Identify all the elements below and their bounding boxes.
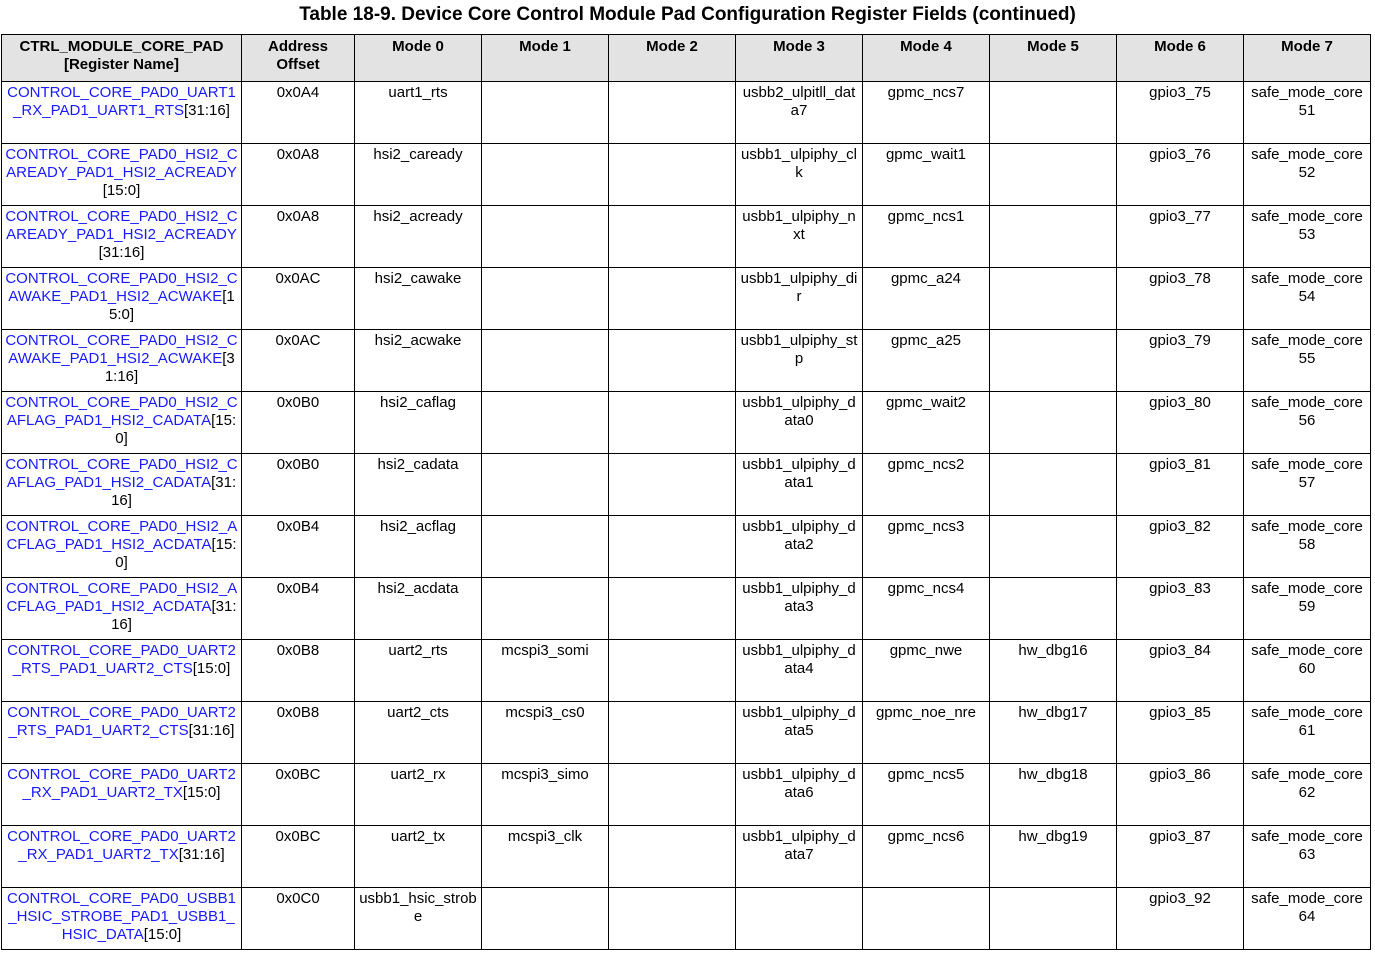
register-name-cell (2, 268, 242, 330)
mode0-cell: uart2_rx (355, 764, 482, 826)
address-offset-cell: 0x0AC (242, 330, 355, 392)
register-name-link[interactable]: CONTROL_CORE_PAD0_UART1_RX_PAD1_UART1_RTS (7, 84, 236, 119)
register-bit-range: [15:0] (115, 536, 237, 571)
mode6-cell: gpio3_76 (1117, 144, 1244, 206)
register-name-cell (2, 764, 242, 826)
register-name-cell (2, 82, 242, 144)
register-name-link[interactable]: CONTROL_CORE_PAD0_HSI2_ACFLAG_PAD1_HSI2_ACDATA (5, 518, 238, 553)
mode2-cell (609, 640, 736, 702)
mode5-cell: hw_dbg16 (990, 640, 1117, 702)
mode1-cell (482, 268, 609, 330)
mode6-cell: gpio3_85 (1117, 702, 1244, 764)
register-bit-range: [31:16] (178, 846, 225, 863)
mode7-cell: safe_mode_core55 (1244, 330, 1371, 392)
mode0-cell: hsi2_cawake (355, 268, 482, 330)
header-mode2: Mode 2 (609, 35, 736, 82)
mode3-cell: usbb1_ulpiphy_data0 (736, 392, 863, 454)
register-bit-range: [15:0] (102, 182, 141, 199)
mode4-cell (863, 888, 990, 950)
mode4-cell: gpmc_ncs7 (863, 82, 990, 144)
table-row (2, 454, 1371, 516)
register-bit-range: [31:16] (111, 598, 237, 633)
mode2-cell (609, 206, 736, 268)
register-name-link[interactable]: CONTROL_CORE_PAD0_HSI2_CAREADY_PAD1_HSI2_ACREADY (5, 208, 238, 243)
mode1-cell: mcspi3_somi (482, 640, 609, 702)
mode6-cell: gpio3_80 (1117, 392, 1244, 454)
table-row (2, 764, 1371, 826)
mode0-cell: hsi2_caready (355, 144, 482, 206)
mode5-cell: hw_dbg19 (990, 826, 1117, 888)
header-register-name (2, 35, 242, 82)
register-name-link[interactable]: CONTROL_CORE_PAD0_HSI2_CAFLAG_PAD1_HSI2_CADATA (5, 456, 238, 491)
mode7-cell: safe_mode_core64 (1244, 888, 1371, 950)
header-mode0: Mode 0 (355, 35, 482, 82)
mode6-cell: gpio3_86 (1117, 764, 1244, 826)
register-name-cell (2, 392, 242, 454)
header-mode5: Mode 5 (990, 35, 1117, 82)
mode2-cell (609, 516, 736, 578)
mode2-cell (609, 330, 736, 392)
mode0-cell: hsi2_acready (355, 206, 482, 268)
address-offset-cell: 0x0B8 (242, 640, 355, 702)
mode0-cell: hsi2_acdata (355, 578, 482, 640)
mode5-cell (990, 268, 1117, 330)
mode2-cell (609, 702, 736, 764)
table-body (2, 82, 1371, 950)
address-offset-cell: 0x0BC (242, 764, 355, 826)
mode1-cell (482, 454, 609, 516)
register-bit-range: [31:16] (111, 474, 237, 509)
table-header-row (2, 35, 1371, 82)
register-name-cell (2, 578, 242, 640)
mode3-cell: usbb1_ulpiphy_data1 (736, 454, 863, 516)
mode4-cell: gpmc_nwe (863, 640, 990, 702)
mode1-cell (482, 888, 609, 950)
mode3-cell: usbb1_ulpiphy_dir (736, 268, 863, 330)
header-mode7: Mode 7 (1244, 35, 1371, 82)
mode0-cell: usbb1_hsic_strobe (355, 888, 482, 950)
mode5-cell (990, 578, 1117, 640)
mode6-cell: gpio3_79 (1117, 330, 1244, 392)
table-row (2, 702, 1371, 764)
address-offset-cell: 0x0B4 (242, 578, 355, 640)
mode0-cell: uart2_rts (355, 640, 482, 702)
mode4-cell: gpmc_ncs2 (863, 454, 990, 516)
address-offset-cell: 0x0BC (242, 826, 355, 888)
mode6-cell: gpio3_87 (1117, 826, 1244, 888)
register-bit-range: [15:0] (143, 926, 182, 943)
table-row (2, 392, 1371, 454)
table-row (2, 578, 1371, 640)
mode0-cell: uart2_tx (355, 826, 482, 888)
mode4-cell: gpmc_ncs4 (863, 578, 990, 640)
mode3-cell: usbb1_ulpiphy_data4 (736, 640, 863, 702)
mode7-cell: safe_mode_core61 (1244, 702, 1371, 764)
register-bit-range: [31:16] (188, 722, 235, 739)
register-name-link[interactable]: CONTROL_CORE_PAD0_UART2_RX_PAD1_UART2_TX (7, 828, 236, 863)
mode4-cell: gpmc_ncs6 (863, 826, 990, 888)
header-mode4: Mode 4 (863, 35, 990, 82)
mode0-cell: hsi2_cadata (355, 454, 482, 516)
mode6-cell: gpio3_75 (1117, 82, 1244, 144)
mode7-cell: safe_mode_core62 (1244, 764, 1371, 826)
mode6-cell: gpio3_82 (1117, 516, 1244, 578)
mode7-cell: safe_mode_core63 (1244, 826, 1371, 888)
header-mode6: Mode 6 (1117, 35, 1244, 82)
address-offset-cell: 0x0A4 (242, 82, 355, 144)
mode3-cell: usbb1_ulpiphy_data6 (736, 764, 863, 826)
register-bit-range: [15:0] (115, 412, 237, 447)
table-row (2, 144, 1371, 206)
table-row (2, 206, 1371, 268)
register-name-link[interactable]: CONTROL_CORE_PAD0_UART2_RX_PAD1_UART2_TX (7, 766, 236, 801)
register-name-link[interactable]: CONTROL_CORE_PAD0_UART2_RTS_PAD1_UART2_CTS (7, 642, 236, 677)
register-name-cell (2, 454, 242, 516)
mode3-cell: usbb1_ulpiphy_data5 (736, 702, 863, 764)
mode7-cell: safe_mode_core51 (1244, 82, 1371, 144)
mode4-cell: gpmc_wait1 (863, 144, 990, 206)
mode3-cell (736, 888, 863, 950)
mode1-cell: mcspi3_cs0 (482, 702, 609, 764)
header-offset-line1: Address (267, 38, 329, 55)
register-bit-range: [31:16] (184, 102, 230, 119)
mode2-cell (609, 144, 736, 206)
register-name-link[interactable]: CONTROL_CORE_PAD0_HSI2_ACFLAG_PAD1_HSI2_ACDATA (5, 580, 238, 615)
mode1-cell (482, 392, 609, 454)
mode6-cell: gpio3_78 (1117, 268, 1244, 330)
address-offset-cell: 0x0B8 (242, 702, 355, 764)
header-mode1: Mode 1 (482, 35, 609, 82)
table-row (2, 82, 1371, 144)
table-row (2, 640, 1371, 702)
mode7-cell: safe_mode_core59 (1244, 578, 1371, 640)
mode4-cell: gpmc_ncs5 (863, 764, 990, 826)
header-mode3: Mode 3 (736, 35, 863, 82)
mode6-cell: gpio3_83 (1117, 578, 1244, 640)
mode0-cell: hsi2_acwake (355, 330, 482, 392)
mode1-cell (482, 516, 609, 578)
header-register-line2: [Register Name] (63, 56, 180, 73)
header-register-line1: CTRL_MODULE_CORE_PAD (19, 38, 224, 55)
mode6-cell: gpio3_84 (1117, 640, 1244, 702)
mode5-cell (990, 82, 1117, 144)
register-name-cell (2, 702, 242, 764)
mode2-cell (609, 826, 736, 888)
mode0-cell: uart1_rts (355, 82, 482, 144)
mode5-cell (990, 206, 1117, 268)
mode2-cell (609, 764, 736, 826)
address-offset-cell: 0x0C0 (242, 888, 355, 950)
mode7-cell: safe_mode_core54 (1244, 268, 1371, 330)
mode7-cell: safe_mode_core53 (1244, 206, 1371, 268)
register-name-cell (2, 144, 242, 206)
mode4-cell: gpmc_wait2 (863, 392, 990, 454)
mode4-cell: gpmc_noe_nre (863, 702, 990, 764)
register-bit-range: [31:16] (104, 350, 235, 385)
mode1-cell (482, 206, 609, 268)
mode6-cell: gpio3_77 (1117, 206, 1244, 268)
register-bit-range: [15:0] (108, 288, 235, 323)
register-name-cell (2, 206, 242, 268)
register-name-link[interactable]: CONTROL_CORE_PAD0_HSI2_CAWAKE_PAD1_HSI2_ACWAKE (5, 332, 238, 367)
mode3-cell: usbb1_ulpiphy_data3 (736, 578, 863, 640)
mode5-cell (990, 144, 1117, 206)
register-bit-range: [15:0] (182, 784, 221, 801)
mode5-cell (990, 330, 1117, 392)
mode5-cell (990, 392, 1117, 454)
address-offset-cell: 0x0B0 (242, 392, 355, 454)
mode1-cell: mcspi3_clk (482, 826, 609, 888)
mode3-cell: usbb1_ulpiphy_nxt (736, 206, 863, 268)
mode4-cell: gpmc_a24 (863, 268, 990, 330)
address-offset-cell: 0x0A8 (242, 144, 355, 206)
mode1-cell: mcspi3_simo (482, 764, 609, 826)
register-name-link[interactable]: CONTROL_CORE_PAD0_UART2_RTS_PAD1_UART2_CTS (7, 704, 236, 739)
table-row (2, 888, 1371, 950)
address-offset-cell: 0x0A8 (242, 206, 355, 268)
header-address-offset (242, 35, 355, 82)
mode3-cell: usbb1_ulpiphy_data7 (736, 826, 863, 888)
mode5-cell: hw_dbg17 (990, 702, 1117, 764)
table-title: Table 18-9. Device Core Control Module Pad Configuration Register Fields (continued) (299, 4, 1076, 25)
mode6-cell: gpio3_92 (1117, 888, 1244, 950)
mode1-cell (482, 82, 609, 144)
mode2-cell (609, 82, 736, 144)
register-name-link[interactable]: CONTROL_CORE_PAD0_HSI2_CAREADY_PAD1_HSI2_ACREADY (5, 146, 238, 181)
mode5-cell (990, 516, 1117, 578)
mode7-cell: safe_mode_core52 (1244, 144, 1371, 206)
mode5-cell: hw_dbg18 (990, 764, 1117, 826)
mode1-cell (482, 330, 609, 392)
mode3-cell: usbb1_ulpiphy_data2 (736, 516, 863, 578)
mode5-cell (990, 888, 1117, 950)
register-bit-range: [15:0] (192, 660, 231, 677)
mode4-cell: gpmc_ncs3 (863, 516, 990, 578)
address-offset-cell: 0x0AC (242, 268, 355, 330)
mode4-cell: gpmc_ncs1 (863, 206, 990, 268)
table-row (2, 826, 1371, 888)
register-name-link[interactable]: CONTROL_CORE_PAD0_USBB1_HSIC_STROBE_PAD1_USBB1_HSIC_DATA (7, 890, 236, 943)
table-row (2, 268, 1371, 330)
mode2-cell (609, 392, 736, 454)
mode7-cell: safe_mode_core56 (1244, 392, 1371, 454)
register-bit-range: [31:16] (98, 244, 145, 261)
register-name-cell (2, 516, 242, 578)
mode6-cell: gpio3_81 (1117, 454, 1244, 516)
register-name-link[interactable]: CONTROL_CORE_PAD0_HSI2_CAWAKE_PAD1_HSI2_ACWAKE (5, 270, 238, 305)
mode7-cell: safe_mode_core60 (1244, 640, 1371, 702)
mode2-cell (609, 268, 736, 330)
register-table (1, 34, 1371, 950)
mode3-cell: usbb2_ulpitll_data7 (736, 82, 863, 144)
mode3-cell: usbb1_ulpiphy_clk (736, 144, 863, 206)
mode0-cell: hsi2_caflag (355, 392, 482, 454)
table-row (2, 330, 1371, 392)
mode3-cell: usbb1_ulpiphy_stp (736, 330, 863, 392)
mode0-cell: uart2_cts (355, 702, 482, 764)
register-name-cell (2, 826, 242, 888)
address-offset-cell: 0x0B4 (242, 516, 355, 578)
register-name-link[interactable]: CONTROL_CORE_PAD0_HSI2_CAFLAG_PAD1_HSI2_CADATA (5, 394, 238, 429)
mode4-cell: gpmc_a25 (863, 330, 990, 392)
mode7-cell: safe_mode_core58 (1244, 516, 1371, 578)
address-offset-cell: 0x0B0 (242, 454, 355, 516)
mode5-cell (990, 454, 1117, 516)
register-name-cell (2, 640, 242, 702)
mode0-cell: hsi2_acflag (355, 516, 482, 578)
mode1-cell (482, 144, 609, 206)
mode2-cell (609, 454, 736, 516)
mode2-cell (609, 888, 736, 950)
mode1-cell (482, 578, 609, 640)
header-offset-line2: Offset (276, 56, 320, 73)
register-name-cell (2, 330, 242, 392)
table-row (2, 516, 1371, 578)
register-name-cell (2, 888, 242, 950)
mode2-cell (609, 578, 736, 640)
mode7-cell: safe_mode_core57 (1244, 454, 1371, 516)
